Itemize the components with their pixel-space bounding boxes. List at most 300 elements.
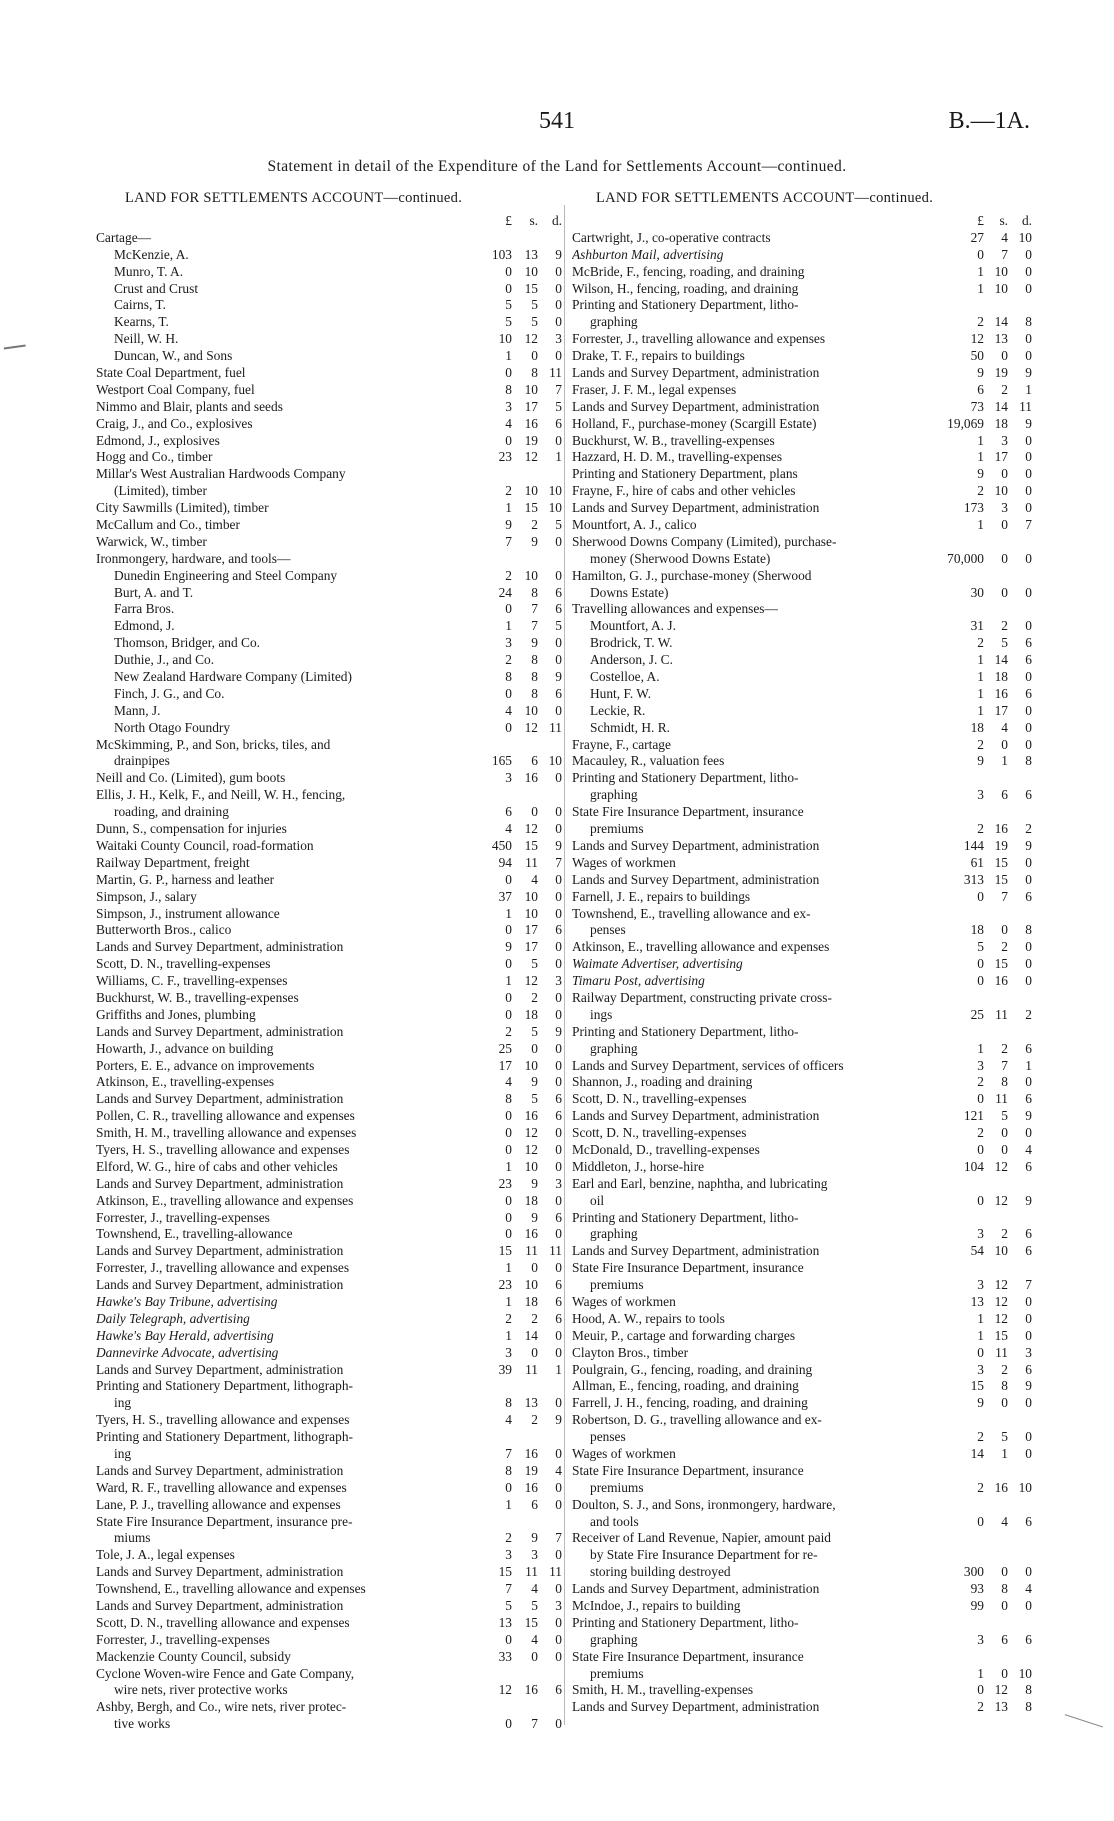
amount-pence: 6: [1025, 1158, 1032, 1174]
amount-shillings: 12: [994, 1310, 1008, 1326]
amount-pence: 0: [555, 1631, 562, 1647]
amount-pounds: 15: [970, 1378, 984, 1394]
amount-pence: 6: [1025, 1040, 1032, 1056]
entry-description: Lands and Survey Department, administration: [572, 837, 820, 853]
expenditure-row: [96, 1159, 562, 1176]
expenditure-row: [572, 1193, 1032, 1210]
amount-pence: 0: [555, 871, 562, 887]
expenditure-row: [572, 737, 1032, 754]
amount-pounds: 2: [977, 821, 984, 837]
amount-pounds: 1: [977, 449, 984, 465]
amount-pounds: 24: [498, 584, 512, 600]
entry-description: Lands and Survey Department, administration: [96, 1462, 344, 1478]
entry-description: Atkinson, E., travelling allowance and expenses: [572, 939, 830, 955]
expenditure-row: [572, 855, 1032, 872]
amount-shillings: 10: [524, 483, 538, 499]
amount-pence: 0: [1025, 1564, 1032, 1580]
amount-pounds: 9: [505, 517, 512, 533]
amount-pence: 0: [555, 635, 562, 651]
entry-description: Printing and Stationery Department, litho-: [572, 1614, 799, 1630]
amount-shillings: 12: [994, 1192, 1008, 1208]
entry-description: Costelloe, A.: [590, 669, 660, 685]
amount-shillings: 15: [524, 837, 538, 853]
amount-shillings: 2: [1001, 1226, 1008, 1242]
entry-description: premiums: [590, 821, 644, 837]
entry-description: Porters, E. E., advance on improvements: [96, 1057, 315, 1073]
amount-pounds: 18: [970, 922, 984, 938]
amount-shillings: 12: [524, 331, 538, 347]
amount-shillings: 10: [524, 702, 538, 718]
entry-description: Hood, A. W., repairs to tools: [572, 1310, 725, 1326]
expenditure-row: [96, 838, 562, 855]
amount-shillings: 4: [1001, 229, 1008, 245]
amount-pence: 0: [1025, 702, 1032, 718]
expenditure-row: [572, 1598, 1032, 1615]
amount-pounds: 10: [498, 331, 512, 347]
amount-pounds: 2: [977, 736, 984, 752]
corner-pencil-mark: [1061, 1714, 1103, 1739]
entry-description: State Fire Insurance Department, insurance: [572, 804, 804, 820]
expenditure-row: [572, 297, 1032, 314]
expenditure-row: [96, 365, 562, 382]
amount-pence: 6: [1025, 1513, 1032, 1529]
expenditure-row: [572, 1159, 1032, 1176]
amount-shillings: 9: [531, 1074, 538, 1090]
amount-shillings: 18: [524, 1192, 538, 1208]
amount-shillings: 3: [1001, 500, 1008, 516]
expenditure-row: [572, 956, 1032, 973]
amount-pounds: 300: [963, 1564, 984, 1580]
entry-description: Townshend, E., travelling allowance and ex-: [572, 905, 811, 921]
amount-pence: 0: [1025, 432, 1032, 448]
amount-pence: 3: [555, 973, 562, 989]
amount-pence: 9: [1025, 415, 1032, 431]
expenditure-row: [572, 331, 1032, 348]
entry-description: by State Fire Insurance Department for re-: [590, 1547, 818, 1563]
amount-shillings: 12: [524, 449, 538, 465]
expenditure-row: [572, 314, 1032, 331]
entry-description: North Otago Foundry: [114, 719, 231, 735]
entry-description: Griffiths and Jones, plumbing: [96, 1006, 256, 1022]
amount-pence: 0: [555, 297, 562, 313]
expenditure-row: [96, 1041, 562, 1058]
amount-pence: 0: [555, 702, 562, 718]
expenditure-row: [96, 1547, 562, 1564]
amount-pounds: 14: [970, 1446, 984, 1461]
amount-pounds: 1: [977, 669, 984, 685]
entry-description: Printing and Stationery Department, lithograph-: [96, 1378, 353, 1394]
entry-description: Lands and Survey Department, administration: [96, 1023, 344, 1039]
expenditure-row: [96, 1058, 562, 1075]
expenditure-row: [96, 466, 562, 483]
amount-pounds: 0: [977, 1344, 984, 1360]
entry-description: State Fire Insurance Department, insurance pre-: [96, 1513, 353, 1529]
entry-description: Ironmongery, hardware, and tools—: [96, 550, 291, 566]
expenditure-row: [572, 1041, 1032, 1058]
entry-description: Craig, J., and Co., explosives: [96, 415, 253, 431]
amount-shillings: 13: [524, 246, 538, 262]
amount-shillings: 10: [524, 567, 538, 583]
amount-pence: 6: [555, 1108, 562, 1124]
amount-pence: 0: [555, 1057, 562, 1073]
amount-pence: 6: [1025, 1243, 1032, 1259]
expenditure-row: [572, 939, 1032, 956]
entry-description: Schmidt, H. R.: [590, 719, 670, 735]
expenditure-row: [572, 770, 1032, 787]
amount-pence: 0: [555, 1446, 562, 1461]
expenditure-row: [572, 551, 1032, 568]
amount-pounds: 8: [505, 1462, 512, 1478]
amount-pence: 11: [549, 1243, 562, 1259]
entry-description: Ellis, J. H., Kelk, F., and Neill, W. H., fencing,: [96, 787, 346, 803]
amount-pence: 0: [555, 1547, 562, 1563]
amount-pounds: 2: [977, 635, 984, 651]
entry-description: penses: [590, 1429, 626, 1445]
amount-pence: 0: [1025, 1074, 1032, 1090]
entry-description: graphing: [590, 314, 638, 330]
amount-pounds: 99: [970, 1598, 984, 1614]
expenditure-row: [96, 568, 562, 585]
amount-pence: 0: [1025, 1395, 1032, 1411]
amount-pence: 6: [555, 685, 562, 701]
amount-shillings: 3: [531, 1547, 538, 1563]
amount-shillings: 5: [531, 956, 538, 972]
entry-description: premiums: [590, 1479, 644, 1495]
expenditure-row: [96, 483, 562, 500]
amount-pounds: 9: [505, 939, 512, 955]
amount-pence: 0: [555, 1496, 562, 1512]
entry-description: Townshend, E., travelling-allowance: [96, 1226, 293, 1242]
amount-pence: 4: [555, 1462, 562, 1478]
entry-description: Hazzard, H. D. M., travelling-expenses: [572, 449, 783, 465]
entry-description: Farrell, J. H., fencing, roading, and draining: [572, 1395, 808, 1411]
entry-description: Scott, D. N., travelling-expenses: [572, 1091, 747, 1107]
amount-pence: 6: [555, 1209, 562, 1225]
amount-pounds: 0: [505, 365, 512, 380]
amount-pence: 0: [1025, 669, 1032, 685]
entry-description: Munro, T. A.: [114, 263, 184, 279]
expenditure-row: [572, 1615, 1032, 1632]
expenditure-row: [572, 1463, 1032, 1480]
amount-pounds: 18: [970, 719, 984, 735]
amount-pounds: 0: [505, 1716, 512, 1732]
entry-description: premiums: [590, 1665, 644, 1681]
expenditure-row: [572, 399, 1032, 416]
amount-shillings: 16: [524, 1108, 538, 1124]
entry-description: Ward, R. F., travelling allowance and expenses: [96, 1479, 347, 1495]
entry-description: Millar's West Australian Hardwoods Company: [96, 466, 346, 482]
amount-shillings: 14: [524, 1327, 538, 1343]
entry-description: Elford, W. G., hire of cabs and other vehicles: [96, 1158, 338, 1174]
amount-pounds: 0: [505, 1479, 512, 1495]
expenditure-row: [96, 1497, 562, 1514]
expenditure-row: [572, 1142, 1032, 1159]
entry-description: Frayne, F., cartage: [572, 736, 671, 752]
entry-description: Travelling allowances and expenses—: [572, 601, 778, 617]
amount-shillings: 12: [524, 821, 538, 837]
amount-pence: 9: [555, 1412, 562, 1428]
amount-pounds: 450: [491, 837, 512, 853]
amount-pounds: 13: [498, 1614, 512, 1630]
amount-pence: 0: [1025, 280, 1032, 296]
amount-shillings: 2: [531, 989, 538, 1005]
expenditure-row: [96, 1632, 562, 1649]
expenditure-row: [96, 517, 562, 534]
entry-description: Printing and Stationery Department, lithograph-: [96, 1429, 353, 1445]
amount-shillings: 10: [994, 280, 1008, 296]
amount-pounds: 0: [977, 1192, 984, 1208]
expenditure-row: [572, 1530, 1032, 1547]
expenditure-row: [96, 618, 562, 635]
amount-pounds: 1: [977, 432, 984, 448]
amount-pence: 0: [1025, 956, 1032, 972]
amount-pounds: 0: [505, 1226, 512, 1242]
amount-shillings: 18: [994, 669, 1008, 685]
expenditure-row: [96, 906, 562, 923]
amount-pence: 0: [1025, 1446, 1032, 1461]
amount-pence: 9: [1025, 1378, 1032, 1394]
entry-description: miums: [114, 1530, 151, 1546]
amount-pounds: 0: [977, 956, 984, 972]
amount-pence: 0: [1025, 483, 1032, 499]
entry-description: Kearns, T.: [114, 314, 169, 330]
amount-pounds: 1: [505, 348, 512, 364]
entry-description: Burt, A. and T.: [114, 584, 194, 600]
amount-pence: 10: [1018, 1665, 1032, 1681]
expenditure-row: [96, 1649, 562, 1666]
amount-pence: 0: [555, 1344, 562, 1360]
shillings-header: s.: [999, 212, 1008, 228]
amount-pence: 0: [555, 1479, 562, 1495]
amount-shillings: 8: [531, 365, 538, 380]
amount-shillings: 0: [1001, 736, 1008, 752]
amount-pence: 6: [1025, 888, 1032, 904]
expenditure-row: [572, 669, 1032, 686]
entry-description: Thomson, Bridger, and Co.: [114, 635, 261, 651]
amount-shillings: 10: [994, 263, 1008, 279]
expenditure-row: [572, 838, 1032, 855]
amount-pence: 0: [1025, 331, 1032, 347]
amount-pence: 9: [555, 837, 562, 853]
right-expenditure-column: [572, 213, 1032, 1716]
amount-pounds: 2: [977, 1074, 984, 1090]
entry-description: State Fire Insurance Department, insurance: [572, 1260, 804, 1276]
amount-pounds: 2: [505, 1530, 512, 1546]
amount-shillings: 15: [524, 500, 538, 516]
expenditure-row: [96, 821, 562, 838]
amount-pounds: 23: [498, 1277, 512, 1293]
amount-pence: 0: [1025, 1598, 1032, 1614]
expenditure-row: [96, 1294, 562, 1311]
amount-shillings: 7: [531, 601, 538, 617]
expenditure-row: [572, 1446, 1032, 1463]
expenditure-row: [96, 331, 562, 348]
amount-pence: 0: [1025, 1125, 1032, 1141]
expenditure-row: [96, 1446, 562, 1463]
entry-description: tive works: [114, 1716, 171, 1732]
amount-shillings: 13: [994, 331, 1008, 347]
amount-pence: 10: [548, 483, 562, 499]
amount-shillings: 12: [994, 1158, 1008, 1174]
right-column-heading: LAND FOR SETTLEMENTS ACCOUNT—continued.: [596, 190, 934, 206]
amount-pence: 6: [1025, 1226, 1032, 1242]
amount-pounds: 3: [977, 1631, 984, 1647]
expenditure-row: [96, 348, 562, 365]
amount-pence: 6: [1025, 787, 1032, 803]
entry-description: Cartage—: [96, 229, 152, 245]
expenditure-row: [572, 281, 1032, 298]
entry-description: Printing and Stationery Department, litho-: [572, 1209, 799, 1225]
amount-pounds: 0: [505, 1108, 512, 1124]
left-column-heading: LAND FOR SETTLEMENTS ACCOUNT—continued.: [125, 190, 463, 206]
amount-pounds: 0: [505, 432, 512, 448]
amount-pounds: 54: [970, 1243, 984, 1259]
amount-shillings: 4: [531, 871, 538, 887]
amount-shillings: 0: [1001, 550, 1008, 566]
entry-description: McKenzie, A.: [114, 246, 189, 262]
entry-description: Daily Telegraph, advertising: [96, 1310, 250, 1326]
entry-description: Printing and Stationery Department, litho-: [572, 770, 799, 786]
amount-shillings: 2: [1001, 1040, 1008, 1056]
amount-shillings: 12: [524, 1141, 538, 1157]
amount-pounds: 3: [977, 1057, 984, 1073]
amount-pence: 0: [1025, 1327, 1032, 1343]
amount-shillings: 5: [1001, 635, 1008, 651]
page-number: 541: [539, 108, 575, 134]
amount-pence: 0: [1025, 449, 1032, 465]
amount-shillings: 15: [524, 1614, 538, 1630]
entry-description: McIndoe, J., repairs to building: [572, 1598, 741, 1614]
pounds-header: £: [505, 212, 512, 228]
amount-shillings: 6: [1001, 787, 1008, 803]
amount-pence: 6: [555, 415, 562, 431]
expenditure-row: [96, 1226, 562, 1243]
amount-pence: 0: [1025, 584, 1032, 600]
amount-pence: 0: [555, 432, 562, 448]
amount-pounds: 37: [498, 888, 512, 904]
entry-description: Downs Estate): [590, 584, 669, 600]
expenditure-row: [96, 1395, 562, 1412]
entry-description: Earl and Earl, benzine, naphtha, and lubricating: [572, 1175, 828, 1191]
amount-pounds: 1: [505, 500, 512, 516]
amount-shillings: 7: [1001, 888, 1008, 904]
expenditure-row: [96, 1125, 562, 1142]
amount-pounds: 7: [505, 533, 512, 549]
expenditure-row: [96, 1176, 562, 1193]
expenditure-row: [96, 1074, 562, 1091]
amount-shillings: 19: [524, 1462, 538, 1478]
amount-pounds: 0: [505, 719, 512, 735]
parliamentary-paper-ref: B.—1A.: [948, 108, 1030, 134]
pence-header: d.: [551, 212, 562, 228]
amount-pence: 6: [555, 1293, 562, 1309]
expenditure-row: [572, 1480, 1032, 1497]
amount-shillings: 0: [1001, 584, 1008, 600]
entry-description: Hawke's Bay Herald, advertising: [96, 1327, 274, 1343]
amount-pounds: 0: [505, 956, 512, 972]
expenditure-row: [96, 1024, 562, 1041]
expenditure-row: [572, 754, 1032, 771]
amount-pence: 6: [555, 922, 562, 938]
amount-shillings: 12: [524, 973, 538, 989]
expenditure-row: [572, 1226, 1032, 1243]
expenditure-row: [572, 686, 1032, 703]
amount-pounds: 25: [498, 1040, 512, 1056]
expenditure-row: [572, 1091, 1032, 1108]
amount-pounds: 1: [977, 685, 984, 701]
left-entry-list: [96, 230, 562, 1733]
entry-description: Lands and Survey Department, administration: [96, 1564, 344, 1580]
amount-pounds: 5: [505, 314, 512, 330]
entry-description: ings: [590, 1006, 613, 1022]
amount-shillings: 5: [1001, 1429, 1008, 1445]
amount-pounds: 0: [505, 1125, 512, 1141]
entry-description: Meuir, P., cartage and forwarding charges: [572, 1327, 796, 1343]
expenditure-row: [572, 872, 1032, 889]
entry-description: Lands and Survey Department, administration: [96, 1175, 344, 1191]
amount-pence: 0: [1025, 348, 1032, 364]
amount-shillings: 12: [524, 1125, 538, 1141]
amount-pence: 0: [1025, 246, 1032, 262]
amount-pounds: 0: [977, 246, 984, 262]
expenditure-row: [96, 1429, 562, 1446]
amount-shillings: 18: [524, 1006, 538, 1022]
entry-description: Frayne, F., hire of cabs and other vehicles: [572, 483, 796, 499]
entry-description: Middleton, J., horse-hire: [572, 1158, 705, 1174]
amount-pence: 8: [1025, 1699, 1032, 1715]
amount-pence: 0: [1025, 736, 1032, 752]
amount-shillings: 8: [531, 584, 538, 600]
expenditure-row: [96, 314, 562, 331]
entry-description: Dunn, S., compensation for injuries: [96, 821, 287, 837]
amount-shillings: 10: [994, 1243, 1008, 1259]
entry-description: Sherwood Downs Company (Limited), purchase-: [572, 533, 837, 549]
shillings-header: s.: [529, 212, 538, 228]
expenditure-row: [572, 483, 1032, 500]
amount-shillings: 16: [994, 1479, 1008, 1495]
expenditure-row: [572, 1699, 1032, 1716]
entry-description: Howarth, J., advance on building: [96, 1040, 274, 1056]
amount-pence: 6: [555, 1091, 562, 1107]
amount-shillings: 0: [531, 804, 538, 820]
amount-shillings: 8: [531, 669, 538, 685]
amount-pounds: 2: [977, 1429, 984, 1445]
expenditure-row: [96, 247, 562, 264]
amount-pounds: 0: [505, 989, 512, 1005]
expenditure-row: [572, 652, 1032, 669]
entry-description: Buckhurst, W. B., travelling-expenses: [572, 432, 775, 448]
entry-description: (Limited), timber: [114, 483, 207, 499]
amount-shillings: 11: [525, 1243, 538, 1259]
amount-pounds: 1: [505, 1327, 512, 1343]
amount-shillings: 10: [524, 263, 538, 279]
amount-shillings: 10: [524, 888, 538, 904]
amount-pounds: 3: [505, 635, 512, 651]
expenditure-row: [96, 939, 562, 956]
expenditure-row: [572, 517, 1032, 534]
amount-pence: 7: [555, 381, 562, 397]
amount-pounds: 9: [977, 1395, 984, 1411]
expenditure-row: [572, 1024, 1032, 1041]
amount-shillings: 19: [524, 432, 538, 448]
entry-description: State Coal Department, fuel: [96, 365, 246, 380]
expenditure-row: [96, 433, 562, 450]
entry-description: Ashburton Mail, advertising: [572, 246, 724, 262]
expenditure-row: [96, 669, 562, 686]
amount-pence: 0: [555, 1158, 562, 1174]
amount-pounds: 0: [505, 685, 512, 701]
entry-description: Martin, G. P., harness and leather: [96, 871, 275, 887]
